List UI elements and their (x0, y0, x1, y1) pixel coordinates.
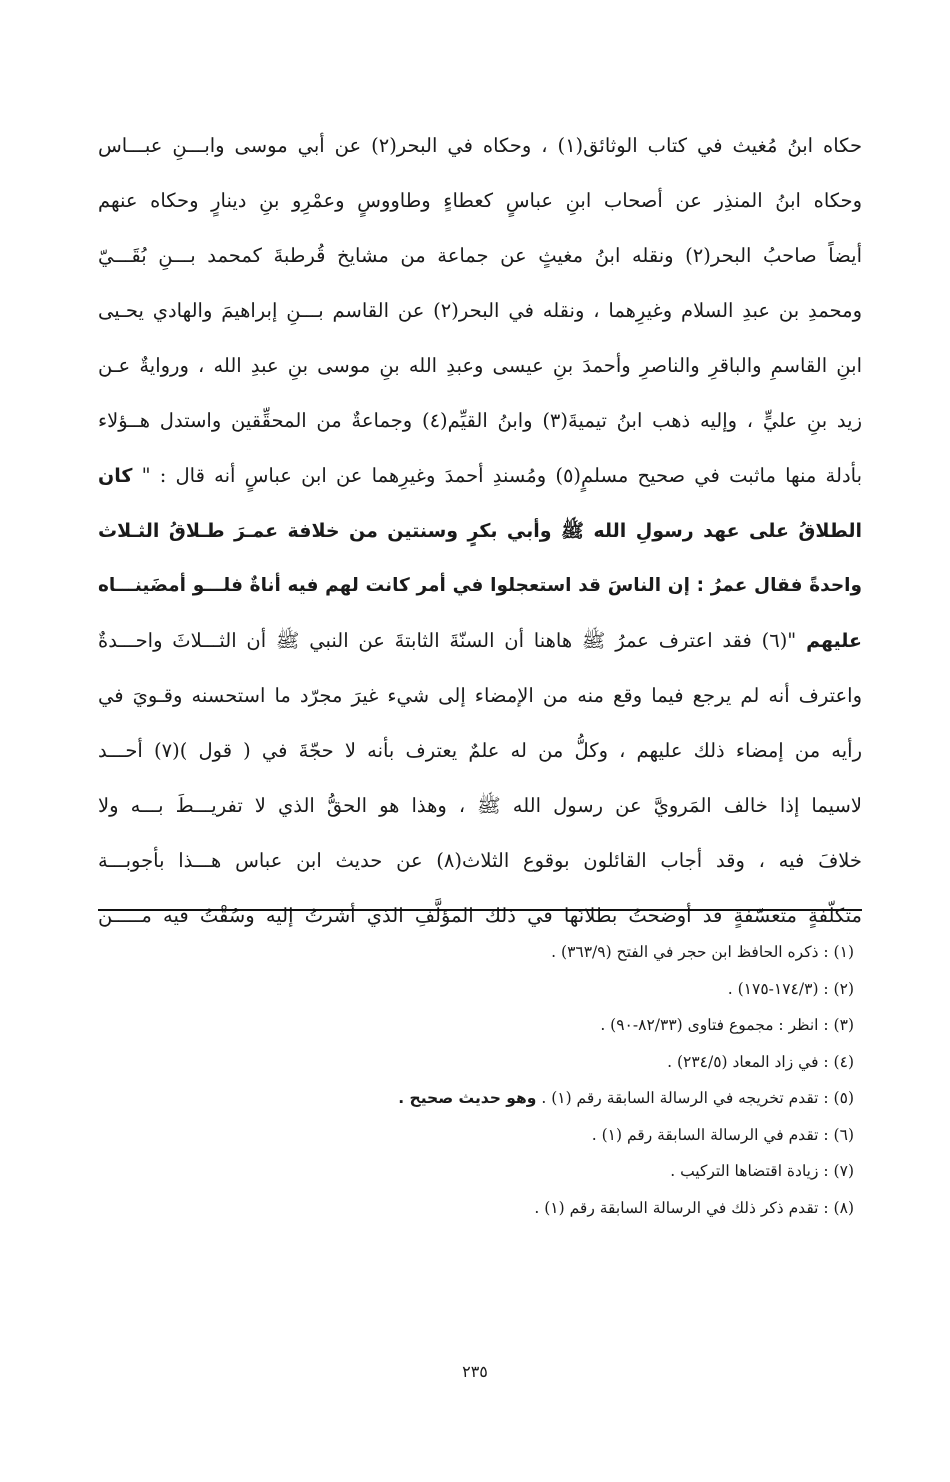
page-number: ٢٣٥ (462, 1362, 488, 1381)
bold-text-segment: كان (98, 465, 133, 487)
footnote-bold-text: وهو حديث صحيح . (398, 1089, 537, 1107)
bold-text-segment: الطلاقُ على عهد رسولِ الله ﷺ وأبي بكرٍ وسنتين من خلافة عمـرَ طـلاقُ الثـلاث (98, 520, 862, 542)
body-line (98, 448, 862, 503)
bold-text-segment: عليهم (806, 630, 862, 652)
footnote (154, 934, 854, 971)
footnote-divider (98, 909, 862, 911)
body-line (98, 613, 862, 668)
footnote (154, 1153, 854, 1190)
text-segment: خلافَ فيه ، وقد أجاب القائلون بوقوع الثلاث(٨) عن حديث ابن عباس هـــذا بأجوبـــة (98, 849, 862, 872)
footnote-text: (٨) : تقدم ذكر ذلك في الرسالة السابقة رقم (١) . (534, 1198, 854, 1217)
footnote (154, 1007, 854, 1044)
body-line (98, 723, 862, 778)
body-line (98, 503, 862, 558)
text-segment: رأيه من إمضاء ذلك عليهم ، وكلُّ من له علمٌ يعترف بأنه لا حجّةَ في ( قول )(٧) أحـــد (98, 739, 862, 762)
footnote (154, 1190, 854, 1227)
text-segment: زيد بنِ عليٍّ ، وإليه ذهب ابنُ تيميةَ(٣) وابنُ القيِّم(٤) وجماعةٌ من المحقِّقين واستدل هــؤلاء (98, 409, 862, 432)
footnote-text: (٤) : في زاد المعاد (٢٣٤/٥) . (667, 1052, 854, 1071)
footnote-text: (٦) : تقدم في الرسالة السابقة رقم (١) . (591, 1125, 854, 1144)
footnote-text: (١) : ذكره الحافظ ابن حجر في الفتح (٣٦٣/٩) . (551, 943, 854, 961)
text-segment: حكاه ابنُ مُغيث في كتاب الوثائق(١) ، وحكاه في البحر(٢) عن أبي موسى وابـــنِ عبـــاس (98, 134, 862, 157)
body-line (98, 393, 862, 448)
body-line (98, 228, 862, 283)
text-segment: بأدلة منها ماثبت في صحيح مسلمٍ(٥) ومُسندِ أحمدَ وغيرِهما عن ابن عباسٍ أنه قال : " (132, 464, 862, 487)
text-segment: أيضاً صاحبُ البحر(٢) ونقله ابنُ مغيثٍ عن جماعة من مشايخ قُرطبةَ كمحمد بـــنِ بُقَـــيّ (98, 244, 862, 267)
text-segment: "(٦) فقد اعترف عمرُ ﷺ هاهنا أن السنّةَ الثابتةَ عن النبي ﷺ أن الثـــلاثَ واحـــدةٌ (98, 629, 807, 652)
body-line (98, 118, 862, 173)
footnote-text: (٧) : زيادة اقتضاها التركيب . (670, 1162, 854, 1180)
body-line (98, 668, 862, 723)
footnote (154, 1117, 854, 1154)
footnote-text: (٥) : تقدم تخريجه في الرسالة السابقة رقم (١) . (536, 1089, 854, 1107)
footnotes-section (154, 934, 854, 1226)
footnote (154, 971, 854, 1008)
text-segment: لاسيما إذا خالف المَرويَّ عن رسول الله ﷺ ، وهذا هو الحقُّ الذي لا تفريـــطَ بـــه ولا (98, 794, 862, 817)
footnote (154, 1080, 854, 1117)
text-segment: وحكاه ابنُ المنذِر عن أصحاب ابنِ عباسٍ كعطاءٍ وطاووسٍ وعمْرِو بنِ دينارٍ وحكاه عنهم (98, 189, 862, 212)
text-segment: ومحمدِ بن عبدِ السلام وغيرِهما ، ونقله في البحر(٢) عن القاسم بـــنِ إبراهيمَ والهادي يحـيى (98, 299, 862, 322)
body-line (98, 283, 862, 338)
body-text (98, 118, 862, 943)
body-line (98, 173, 862, 228)
text-segment: واعترف أنه لم يرجع فيما وقع منه من الإمضاء إلى شيء غيرَ مجرّد ما استحسنه وقـويَ في (98, 684, 862, 707)
footnote-text: (٣) : انظر : مجموع فتاوى (٨٢/٣٣-٩٠) . (600, 1016, 854, 1034)
footnote (154, 1044, 854, 1081)
text-segment: متكلّفةٍ متعسّفةٍ قد أوضحتُ بطلانَها في ذلك المؤلَّفِ الذي أشرتُ إليه وسُقْتُ فيه مـــــن (98, 904, 862, 927)
footnote-text: (٢) : (١٧٤/٣-١٧٥) . (727, 979, 854, 998)
body-line (98, 833, 862, 888)
body-line (98, 558, 862, 613)
body-line (98, 338, 862, 393)
body-line (98, 778, 862, 833)
text-segment: ابنِ القاسمِ والباقرِ والناصرِ وأحمدَ بنِ عيسى وعبدِ الله بنِ موسى بنِ عبدِ الله ، وروايةٌ عـن (98, 354, 862, 377)
bold-text-segment: واحدةً فقال عمرُ : إن الناسَ قد استعجلوا في أمر كانت لهم فيه أناةٌ فلـــو أمضَينـــاه (98, 575, 862, 596)
